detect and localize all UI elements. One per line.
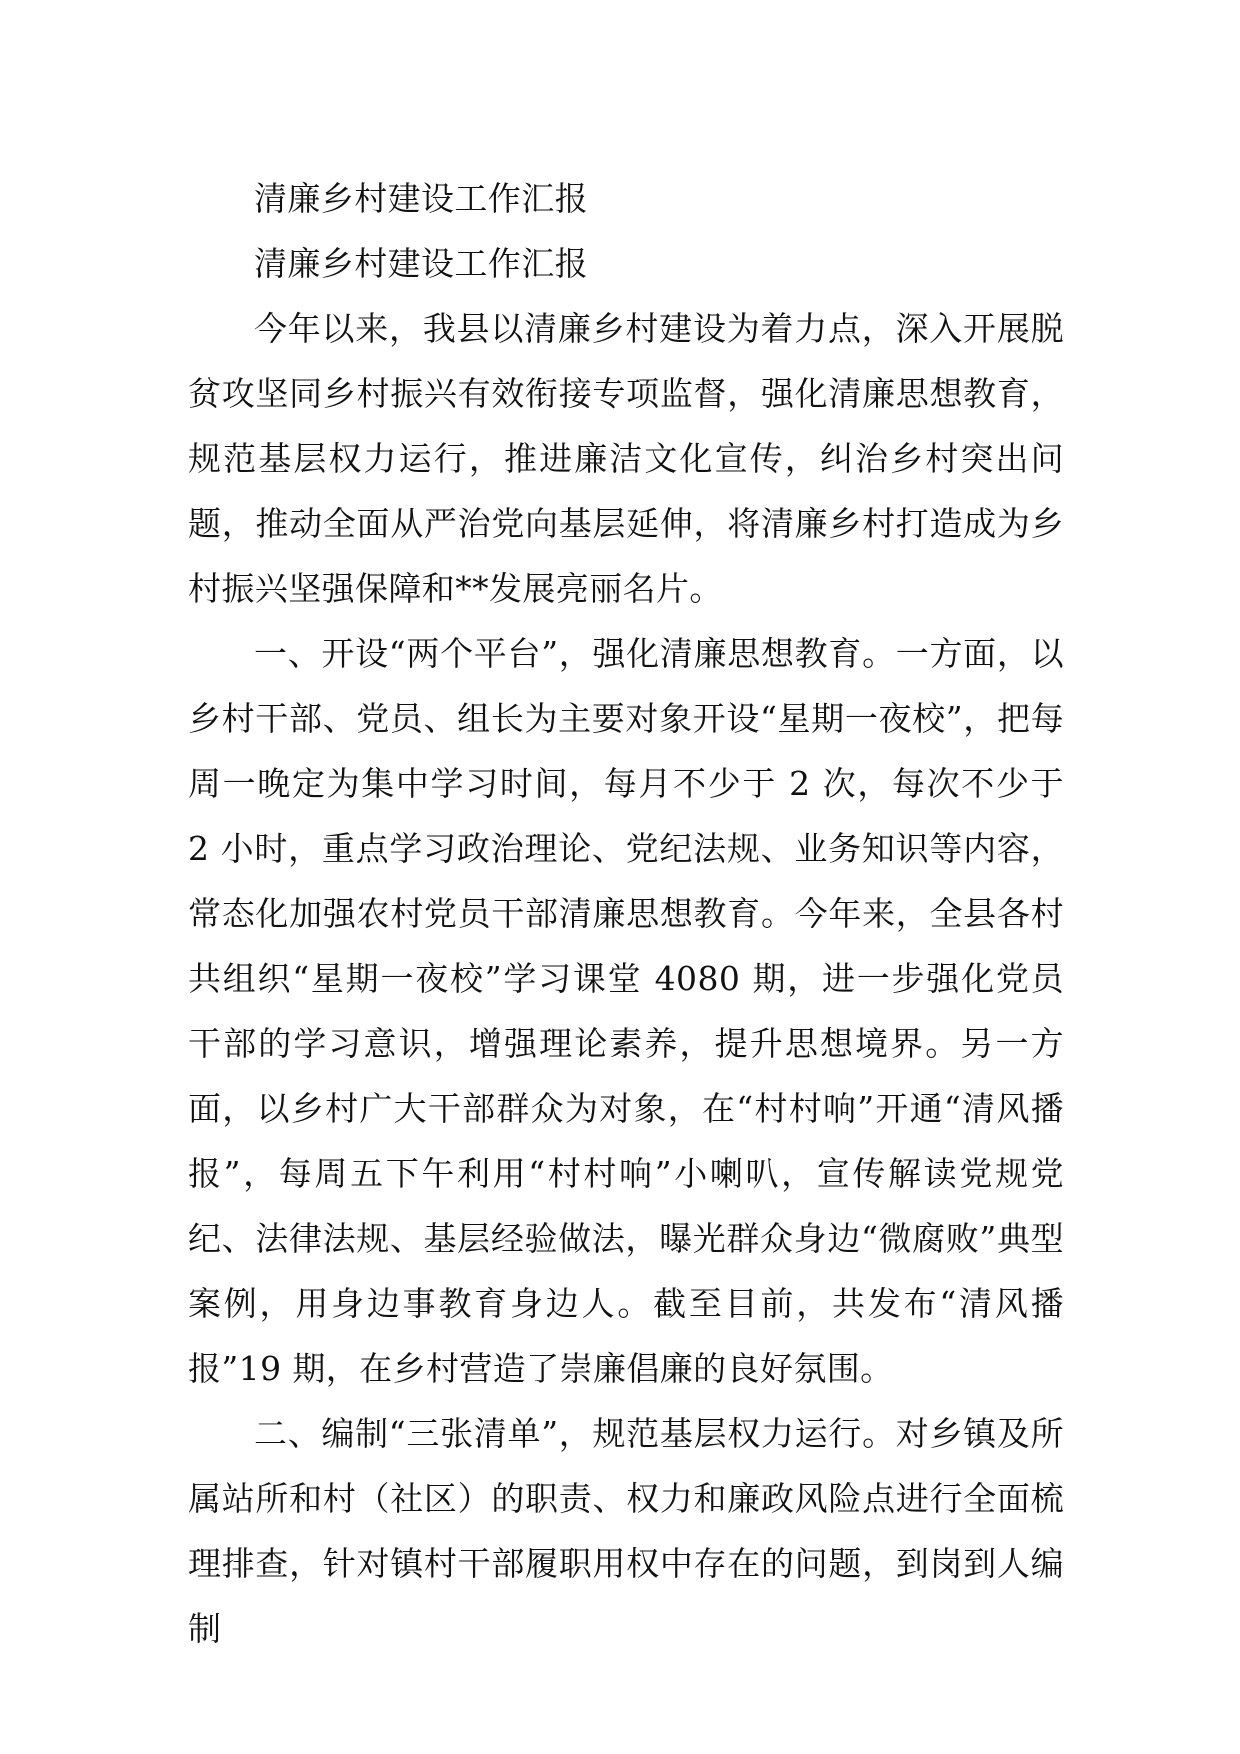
paragraph-intro: 今年以来，我县以清廉乡村建设为着力点，深入开展脱贫攻坚同乡村振兴有效衔接专项监督，强化清廉思想教育，规范基层权力运行，推进廉洁文化宣传，纠治乡村突出问题，推动全面从严治党向基层延伸，将清廉乡村打造成为乡村振兴坚强保障和**发展亮丽名片。 (188, 309, 1064, 608)
document-title: 清廉乡村建设工作汇报 (254, 179, 588, 218)
document-subtitle: 清廉乡村建设工作汇报 (254, 244, 588, 283)
document-body (188, 166, 1064, 1661)
paragraph-section-two: 二、编制“三张清单”，规范基层权力运行。对乡镇及所属站所和村（社区）的职责、权力和廉政风险点进行全面梳理排查，针对镇村干部履职用权中存在的问题，到岗到人编制 (188, 1414, 1064, 1648)
paragraph-section-one: 一、开设“两个平台”，强化清廉思想教育。一方面，以乡村干部、党员、组长为主要对象开设“星期一夜校”，把每周一晚定为集中学习时间，每月不少于 2 次，每次不少于 2 小时，重点学习政治理论、党纪法规、业务知识等内容，常态化加强农村党员干部清廉思想教育。今年来，全县各村共组织“星期一夜校”学习课堂 4080 期，进一步强化党员干部的学习意识，增强理论素养，提升思想境界。另一方面，以乡村广大干部群众为对象，在“村村响”开通“清风播报”，每周五下午利用“村村响”小喇叭，宣传解读党规党纪、法律法规、基层经验做法，曝光群众身边“微腐败”典型案例，用身边事教育身边人。截至目前，共发布“清风播报”19 期，在乡村营造了崇廉倡廉的良好氛围。 (188, 634, 1064, 1388)
